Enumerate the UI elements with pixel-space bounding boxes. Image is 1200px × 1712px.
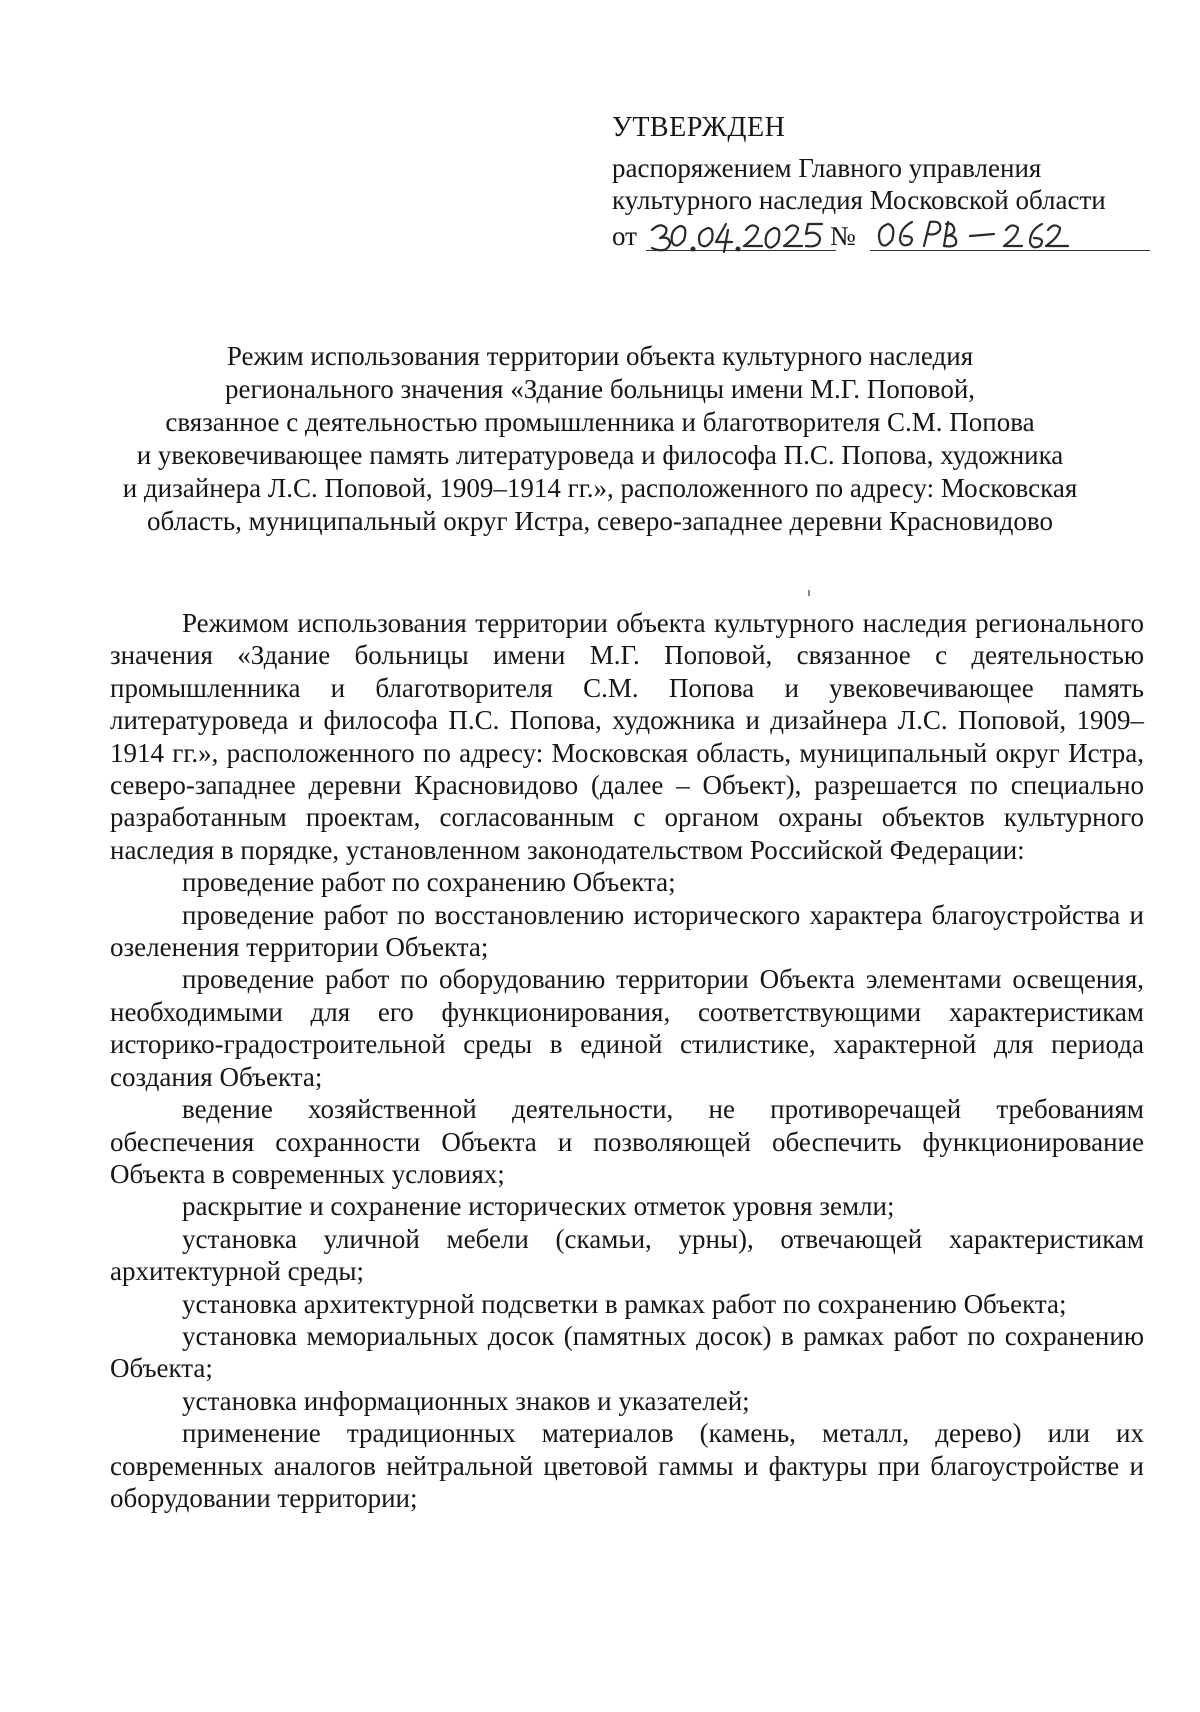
approval-date-row — [612, 216, 1152, 256]
handwritten-date — [646, 216, 836, 256]
list-item: проведение работ по сохранению Объекта; — [182, 867, 676, 898]
scan-speck — [808, 590, 810, 596]
list-item: установка информационных знаков и указателей; — [182, 1385, 750, 1416]
list-item: применение традиционных материалов (камень, металл, дерево) или их современных аналогов нейтральной цветовой гаммы и фактуры при благоустройстве и оборудовании территории; — [110, 1418, 1144, 1513]
list-item: установка мемориальных досок (памятных досок) в рамках работ по сохранению Объекта; — [110, 1320, 1144, 1384]
title-line: Режим использования территории объекта культурного наследия — [226, 341, 974, 371]
handwritten-number — [874, 216, 1074, 256]
number-sign: № — [830, 221, 856, 251]
document-body — [110, 607, 1144, 1514]
title-line: и увековечивающее память литературоведа и философа П.С. Попова, художника — [136, 440, 1064, 470]
list-item: проведение работ по оборудованию территории Объекта элементами освещения, необходимыми для его функционирования, соответствующими характеристикам историко-градостроительной среды в единой стилистике, характерной для периода создания Объекта; — [110, 964, 1144, 1092]
list-item: проведение работ по восстановлению исторического характера благоустройства и озеленения территории Объекта; — [110, 899, 1144, 963]
list-item: ведение хозяйственной деятельности, не противоречащей требованиям обеспечения сохранности Объекта и позволяющей обеспечить функционирование Объекта в современных условиях; — [110, 1094, 1144, 1189]
document-title — [100, 340, 1100, 538]
list-item: раскрытие и сохранение исторических отметок уровня земли; — [182, 1191, 895, 1222]
title-line: связанное с деятельностью промышленника и благотворителя С.М. Попова — [165, 407, 1035, 437]
title-line: регионального значения «Здание больницы имени М.Г. Поповой, — [224, 374, 976, 404]
title-line: область, муниципальный округ Истра, северо-западнее деревни Красновидово — [147, 506, 1053, 536]
approval-line-2: культурного наследия Московской области — [612, 185, 1106, 215]
approval-block — [612, 112, 1152, 256]
approval-title: УТВЕРЖДЕН — [612, 112, 786, 143]
list-item: установка архитектурной подсветки в рамках работ по сохранению Объекта; — [182, 1288, 1067, 1319]
intro-paragraph: Режимом использования территории объекта культурного наследия регионального значения «Здание больницы имени М.Г. Поповой, связанное с деятельностью промышленника и благотворителя С.М. Попова и увековечивающее память литературоведа и философа П.С. Попова, художника и дизайнера Л.С. Поповой, 1909–1914 гг.», расположенного по адресу: Московская область, муниципальный округ Истра, северо-западнее деревни Красновидово (далее – Объект), разрешается по специально разработанным проектам, согласованным с органом охраны объектов культурного наследия в порядке, установленном законодательством Российской Федерации: — [110, 608, 1144, 865]
title-line: и дизайнера Л.С. Поповой, 1909–1914 гг.», расположенного по адресу: Московская — [122, 473, 1078, 503]
approval-line-1: распоряжением Главного управления — [612, 153, 1042, 183]
date-prefix: от — [612, 221, 637, 251]
list-item: установка уличной мебели (скамьи, урны), отвечающей характеристикам архитектурной среды; — [110, 1223, 1144, 1287]
